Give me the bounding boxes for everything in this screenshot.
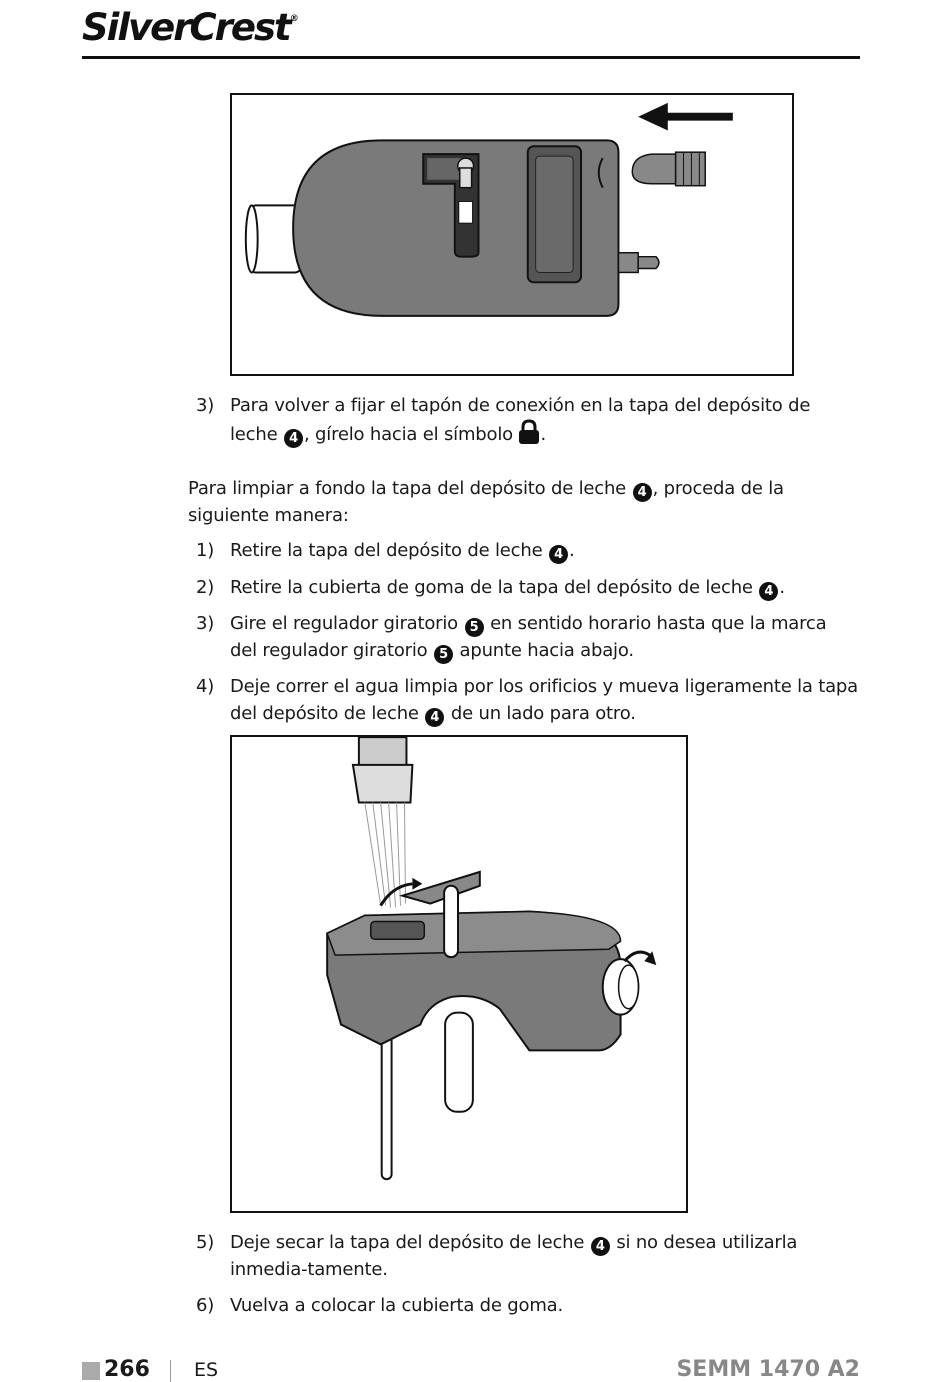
footer-divider xyxy=(170,1360,171,1382)
figure-rinse-lid xyxy=(230,735,688,1213)
brand-logo: SilverCrest® xyxy=(82,6,299,49)
arrow-left-icon xyxy=(638,103,733,131)
step-3: 3) Gire el regulador giratorio 5 en sentido horario hasta que la marca del regulador giratorio 5 apunte hacia abajo. xyxy=(196,613,827,662)
part-badge: 5 xyxy=(434,645,453,664)
part-badge: 4 xyxy=(591,1237,610,1256)
model-number: SEMM 1470 A2 xyxy=(676,1357,860,1382)
step-2: 2) Retire la cubierta de goma de la tapa del depósito de leche 4 . xyxy=(196,577,785,599)
part-badge: 4 xyxy=(759,582,778,601)
language-code: ES xyxy=(194,1359,219,1381)
part-badge: 5 xyxy=(465,618,484,637)
part-badge: 4 xyxy=(284,429,303,448)
step-5: 5) Deje secar la tapa del depósito de leche 4 si no desea utilizarla inmedia-tamente. xyxy=(196,1232,798,1280)
part-badge: 4 xyxy=(633,483,652,502)
step-4: 4) Deje correr el agua limpia por los orificios y mueva ligeramente la tapa del depósito de leche 4 de un lado para otro. xyxy=(196,676,858,725)
lock-icon xyxy=(518,419,540,445)
cleaning-intro: Para limpiar a fondo la tapa del depósito de leche 4 , proceda de la siguiente manera: xyxy=(188,478,784,526)
page-number: 266 xyxy=(104,1357,150,1382)
figure-lid-connector xyxy=(230,93,794,376)
step-connector-reattach: 3) Para volver a fijar el tapón de conexión en la tapa del depósito de leche 4 , gírelo hacia el símbolo . xyxy=(196,395,811,446)
part-badge: 4 xyxy=(425,708,444,727)
part-badge: 4 xyxy=(549,545,568,564)
step-6: 6) Vuelva a colocar la cubierta de goma. xyxy=(196,1295,564,1316)
footer-square xyxy=(82,1362,100,1380)
header-rule xyxy=(82,56,860,59)
step-1: 1) Retire la tapa del depósito de leche 4 . xyxy=(196,540,575,562)
